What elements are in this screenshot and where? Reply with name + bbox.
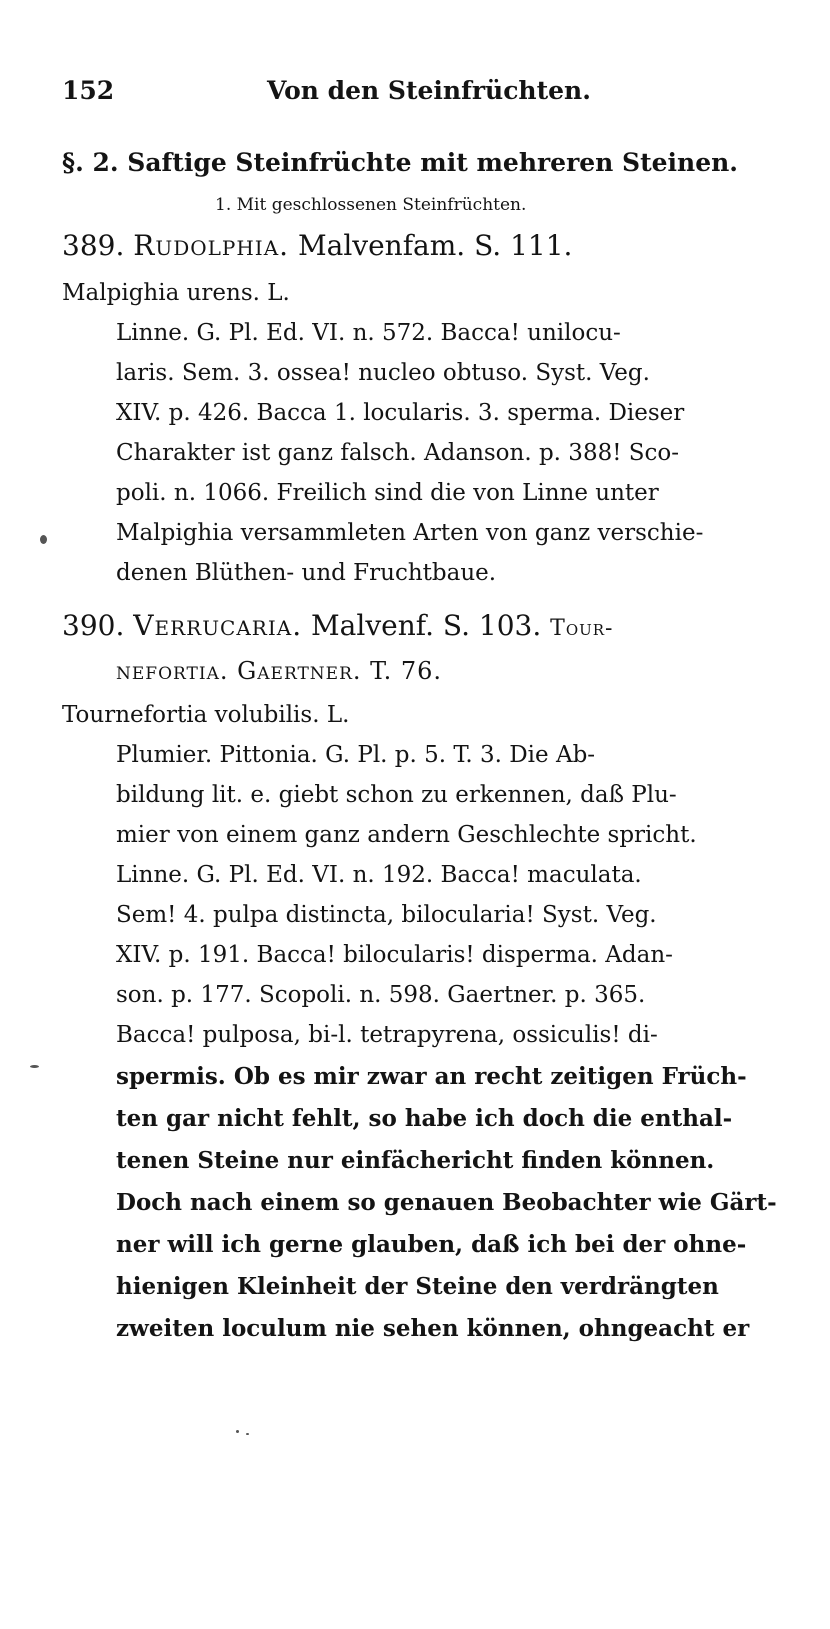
entry-389-heading (62, 228, 572, 264)
text-line: Sem! 4. pulpa distincta, bilocularia! Syst. Veg. (116, 902, 657, 928)
text-line: Doch nach einem so genauen Beobachter wie Gärt- (116, 1189, 777, 1216)
text-line: denen Blüthen- und Fruchtbaue. (116, 560, 497, 586)
text-line: zweiten loculum nie sehen können, ohngeacht er (116, 1315, 750, 1342)
text-line: Linne. G. Pl. Ed. VI. n. 572. Bacca! unilocu- (116, 320, 621, 346)
text-line: spermis. Ob es mir zwar an recht zeitigen Früch- (116, 1063, 747, 1090)
section-heading: §. 2. Saftige Steinfrüchte mit mehreren Steinen. (62, 148, 739, 177)
text-line: Malpighia versammleten Arten von ganz verschie- (116, 520, 704, 546)
page-number: 152 (62, 76, 115, 105)
running-title: Von den Steinfrüchten. (267, 76, 591, 105)
entry-number: 390. (62, 609, 125, 642)
species-name: Tournefortia volubilis. L. (62, 702, 350, 728)
text-line: Charakter ist ganz falsch. Adanson. p. 388! Sco- (116, 440, 680, 466)
family-reference: Malvenf. S. 103. (311, 609, 542, 642)
text-line: ner will ich gerne glauben, daß ich bei der ohne- (116, 1231, 747, 1258)
text-line: laris. Sem. 3. ossea! nucleo obtuso. Syst. Veg. (116, 360, 650, 386)
genus-name: Rudolphia. (133, 229, 290, 262)
text-line: hienigen Kleinheit der Steine den verdrängten (116, 1273, 719, 1300)
species-name: Malpighia urens. L. (62, 280, 290, 306)
family-reference: Malvenfam. S. 111. (297, 229, 573, 262)
text-line: bildung lit. e. giebt schon zu erkennen, daß Plu- (116, 782, 677, 808)
ink-speck (40, 535, 47, 544)
ink-speck (236, 1430, 239, 1433)
text-line: ten gar nicht fehlt, so habe ich doch die enthal- (116, 1105, 733, 1132)
text-line: XIV. p. 426. Bacca 1. locularis. 3. sperma. Dieser (116, 400, 685, 426)
genus-continuation: Tour- (550, 616, 614, 641)
ink-speck (30, 1065, 39, 1068)
text-line: son. p. 177. Scopoli. n. 598. Gaertner. p. 365. (116, 982, 646, 1008)
entry-390-heading-continued: nefortia. Gaertner. T. 76. (116, 657, 443, 685)
genus-name: Verrucaria. (133, 609, 303, 642)
text-line: poli. n. 1066. Freilich sind die von Linne unter (116, 480, 659, 506)
page-header (62, 72, 591, 112)
text-line: mier von einem ganz andern Geschlechte spricht. (116, 822, 697, 848)
text-line: Plumier. Pittonia. G. Pl. p. 5. T. 3. Die Ab- (116, 742, 596, 768)
ink-speck (246, 1433, 249, 1435)
text-line: tenen Steine nur einfächericht finden können. (116, 1147, 715, 1174)
section-subheading: 1. Mit geschlossenen Steinfrüchten. (215, 195, 527, 215)
text-line: Bacca! pulposa, bi-l. tetrapyrena, ossiculis! di- (116, 1022, 658, 1048)
text-line: Linne. G. Pl. Ed. VI. n. 192. Bacca! maculata. (116, 862, 642, 888)
entry-390-heading (62, 608, 613, 647)
text-line: XIV. p. 191. Bacca! bilocularis! disperma. Adan- (116, 942, 673, 968)
entry-number: 389. (62, 229, 125, 262)
